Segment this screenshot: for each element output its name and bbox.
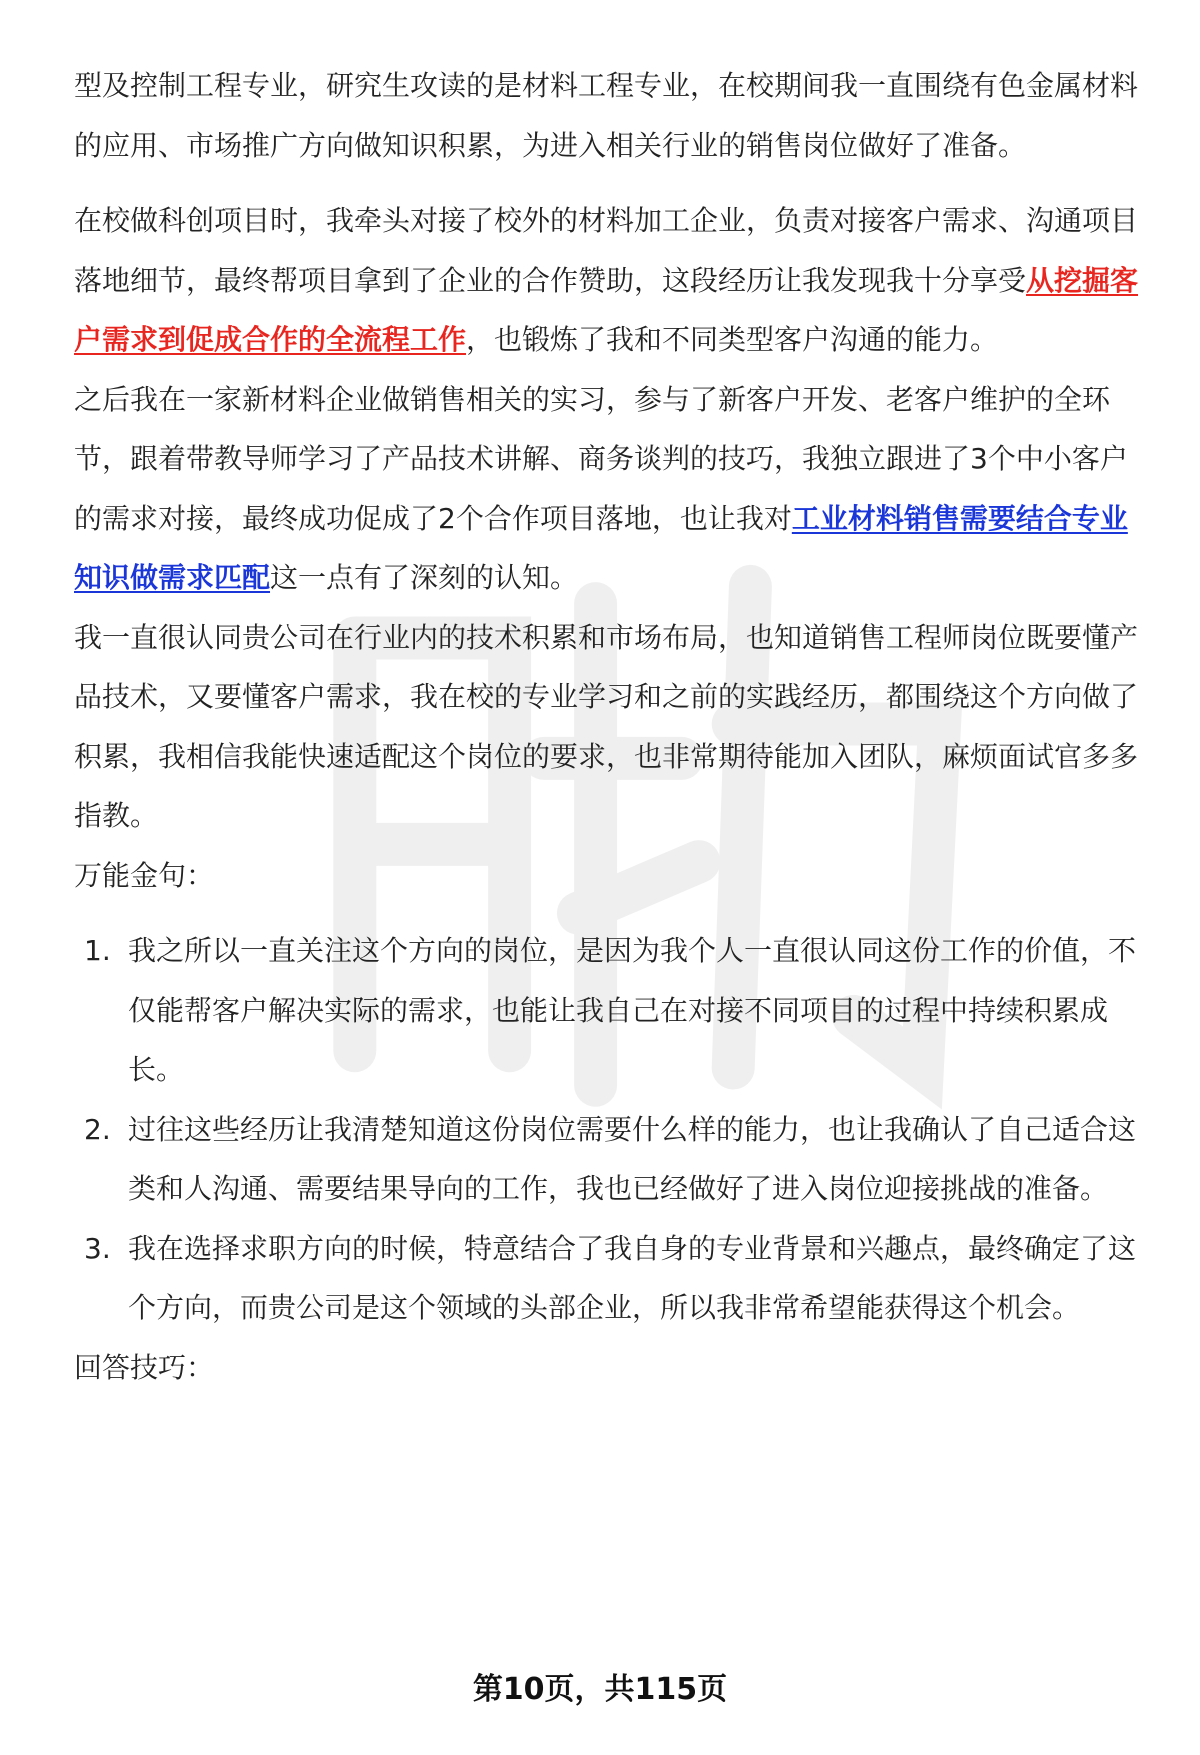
section-label-answer-tips: 回答技巧： [74, 1350, 215, 1384]
paragraph-project-experience [74, 191, 1144, 370]
list-item-text: 我之所以一直关注这个方向的岗位，是因为我个人一直很认同这份工作的价值，不仅能帮客户解决实际的需求，也能让我自己在对接不同项目的过程中持续积累成长。 [128, 934, 1137, 1086]
paragraph-text: 在校做科创项目时，我牵头对接了校外的材料加工企业，负责对接客户需求、沟通项目落地细节，最终帮项目拿到了企业的合作赞助，这段经历让我发现我十分享受 [74, 204, 1139, 297]
paragraph-text: 这一点有了深刻的认知。 [270, 561, 579, 594]
list-item [74, 1100, 1144, 1219]
list-number: 1. [84, 934, 111, 967]
section-label-golden-sentences: 万能金句： [74, 858, 215, 892]
paragraph-education: 型及控制工程专业，研究生攻读的是材料工程专业，在校期间我一直围绕有色金属材料的应用、市场推广方向做知识积累，为进入相关行业的销售岗位做好了准备。 [74, 69, 1139, 162]
page-number-footer: 第10页，共115页 [472, 1672, 728, 1707]
list-item-text: 我在选择求职方向的时候，特意结合了我自身的专业背景和兴趣点，最终确定了这个方向，而贵公司是这个领域的头部企业，所以我非常希望能获得这个机会。 [128, 1231, 1137, 1324]
highlight-red-text: 从挖掘客户需求到促成合作的全流程工作 [74, 263, 1139, 356]
paragraph-company-fit: 我一直很认同贵公司在行业内的技术积累和市场布局，也知道销售工程师岗位既要懂产品技术，又要懂客户需求，我在校的专业学习和之前的实践经历，都围绕这个方向做了积累，我相信我能快速适配这个岗位的要求，也非常期待能加入团队，麻烦面试官多多指教。 [74, 620, 1139, 832]
document-body [74, 56, 1144, 1397]
list-item [74, 921, 1144, 1100]
highlight-blue-text: 工业材料销售需要结合专业知识做需求匹配 [74, 501, 1128, 594]
golden-sentences-list [74, 921, 1144, 1338]
list-item [74, 1219, 1144, 1338]
list-item-text: 过往这些经历让我清楚知道这份岗位需要什么样的能力，也让我确认了自己适合这类和人沟通、需要结果导向的工作，我也已经做好了进入岗位迎接挑战的准备。 [128, 1112, 1137, 1205]
paragraph-text: ，也锻炼了我和不同类型客户沟通的能力。 [466, 323, 999, 356]
list-number: 3. [84, 1231, 111, 1265]
paragraph-internship [74, 370, 1144, 608]
paragraph-text: 之后我在一家新材料企业做销售相关的实习，参与了新客户开发、老客户维护的全环节，跟着带教导师学习了产品技术讲解、商务谈判的技巧，我独立跟进了3个中小客户的需求对接，最终成功促成了2个合作项目落地，也让我对 [74, 382, 1128, 535]
list-number: 2. [84, 1112, 111, 1146]
